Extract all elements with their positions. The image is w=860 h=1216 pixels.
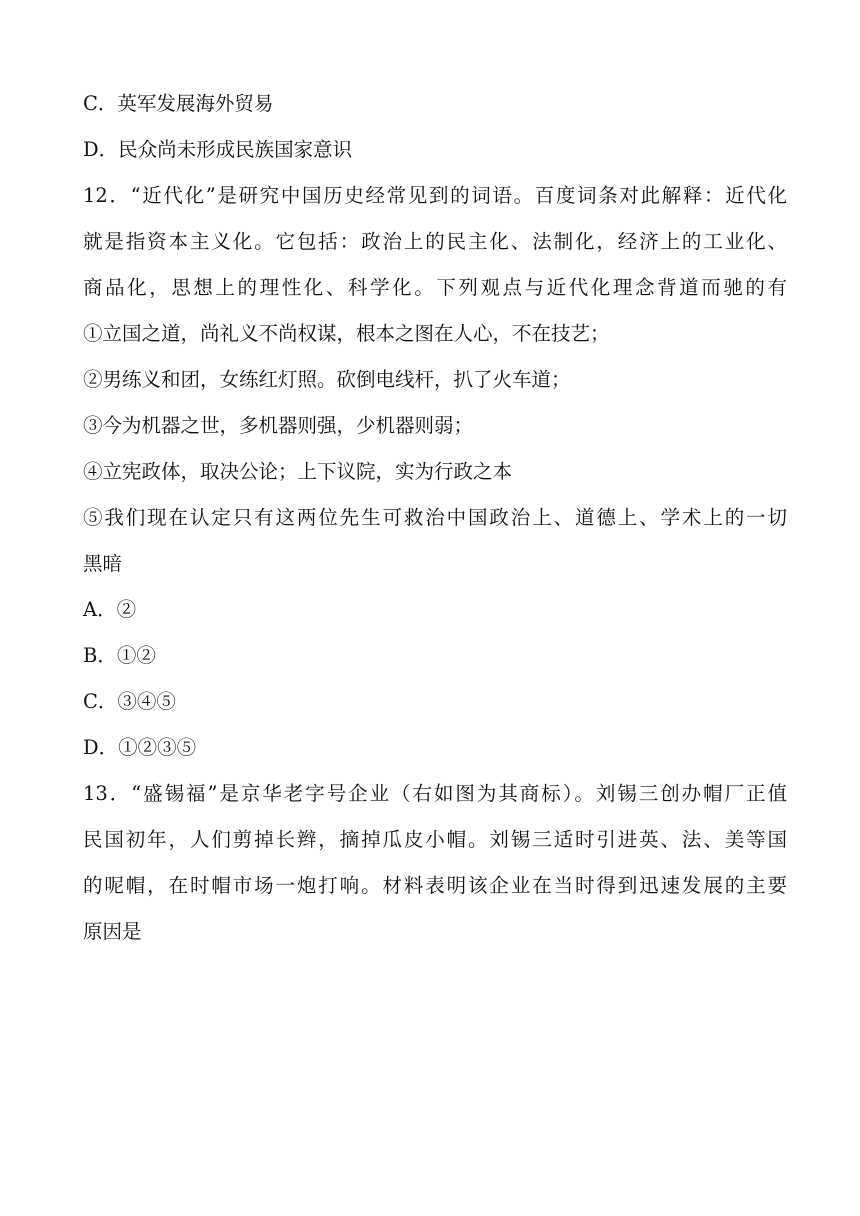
option-a-q12: A．②: [83, 598, 137, 621]
option-c-q12: C．③④⑤: [83, 690, 176, 713]
statement-1: ①立国之道，尚礼义不尚权谋，根本之图在人心，不在技艺；: [83, 322, 610, 345]
question-13-stem-line-3: 的呢帽，在时帽市场一炮打响。材料表明该企业在当时得到迅速发展的主要: [83, 874, 787, 897]
question-12-stem-line-2: 就是指资本主义化。它包括：政治上的民主化、法制化，经济上的工业化、: [83, 230, 787, 253]
question-12-stem-line-1: 12．“近代化”是研究中国历史经常见到的词语。百度词条对此解释：近代化: [83, 184, 787, 207]
statement-4: ④立宪政体，取决公论；上下议院，实为行政之本: [83, 460, 513, 483]
statement-5-continued: 黑暗: [83, 552, 123, 575]
question-13-stem-line-1: 13．“盛锡福”是京华老字号企业（右如图为其商标）。刘锡三创办帽厂正值: [83, 782, 787, 805]
question-13-stem-line-2: 民国初年，人们剪掉长辫，摘掉瓜皮小帽。刘锡三适时引进英、法、美等国: [83, 828, 787, 851]
statement-3: ③今为机器之世，多机器则强，少机器则弱；: [83, 414, 474, 437]
statement-2: ②男练义和团，女练红灯照。砍倒电线杆，扒了火车道；: [83, 368, 571, 391]
statement-5: ⑤我们现在认定只有这两位先生可救治中国政治上、道德上、学术上的一切: [83, 506, 787, 529]
question-13-stem-line-4: 原因是: [83, 920, 142, 943]
option-d-q12: D．①②③⑤: [83, 736, 197, 759]
option-d-q11: D．民众尚未形成民族国家意识: [83, 138, 353, 161]
option-b-q12: B．①②: [83, 644, 156, 667]
option-c-q11: C．英军发展海外贸易: [83, 92, 274, 115]
question-12-stem-line-3: 商品化，思想上的理性化、科学化。下列观点与近代化理念背道而驰的有: [83, 276, 787, 299]
